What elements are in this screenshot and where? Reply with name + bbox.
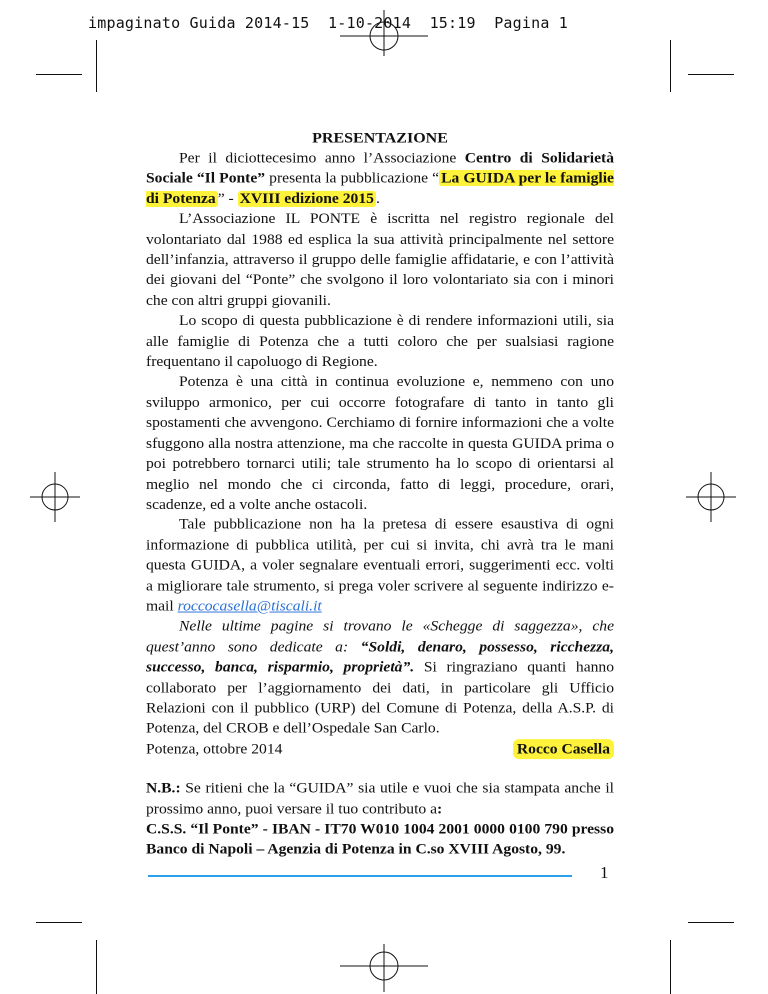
place-date: Potenza, ottobre 2014	[146, 740, 283, 757]
footer-rule	[148, 875, 572, 877]
page-number: 1	[600, 863, 609, 882]
intro-paragraph	[146, 148, 614, 209]
nb-colon: :	[437, 800, 443, 817]
slug-page: Pagina 1	[494, 14, 569, 32]
nb-paragraph	[146, 778, 614, 819]
page-body	[146, 128, 614, 860]
feedback-text: Tale pubblicazione non ha la pretesa di essere esaustiva di ogni informazione di pubblica utilità, per cui si invita, chi avrà tra le mani questa GUIDA, a voler segnalare eventuali errori, suggerimenti ecc. volti a migliorare tale strumento, si prega voler scrivere al seguente indirizzo e-mail	[146, 516, 614, 615]
association-paragraph: L’Associazione IL PONTE è iscritta nel registro regionale del volontariato dal 1988 ed esplica la sua attività principalmente nel settore dell’infanzia, attraverso il gruppo delle famiglie affidatarie, e con l’attività dei giovani del “Ponte” che svolgono il loro volontariato sia con i minori che con altri gruppi giovanili.	[146, 211, 614, 309]
crop-mark-tr-v	[670, 40, 671, 92]
purpose-paragraph: Lo scopo di questa pubblicazione è di rendere informazioni utili, sia alle famiglie di Potenza che a tutti coloro che per sualsiasi ragione frequentano il capoluogo di Regione.	[146, 312, 614, 370]
wisdom-topics: “Soldi, denaro, possesso, ricchezza, successo, banca, risparmio, proprietà”.	[146, 638, 614, 676]
email-link[interactable]: roccocasella@tiscali.it	[177, 598, 322, 615]
crop-mark-bl-v	[96, 940, 97, 994]
author-name: Rocco Casella	[513, 739, 614, 759]
intro-text-3: ” -	[217, 190, 238, 207]
wisdom-paragraph	[146, 617, 614, 739]
slug-date: 1-10-2014	[328, 14, 412, 32]
registration-mark-top-icon	[340, 6, 428, 56]
association-name: Centro di Solidarietà Sociale “Il Ponte”	[146, 149, 615, 187]
nb-label: N.B.:	[146, 780, 181, 797]
slug-file: impaginato Guida 2014-15	[88, 14, 310, 32]
guide-title-highlight: La GUIDA per le famiglie di Potenza	[146, 170, 614, 207]
crop-mark-tr-h	[688, 74, 734, 75]
crop-mark-tl-v	[96, 40, 97, 92]
edition-highlight: XVIII edizione 2015	[239, 190, 374, 207]
thanks-text: Si ringraziano quanti hanno collaborato per l’aggiornamento dei dati, in particolare gli Ufficio Relazioni con il pubblico (URP) del Comune di Potenza, della A.S.P. di Potenza, del CROB e dell’Ospedale San Carlo.	[146, 659, 615, 737]
page-title: PRESENTAZIONE	[312, 129, 448, 147]
intro-text-2: presenta la pubblicazione “	[265, 170, 440, 187]
print-slug	[88, 14, 568, 32]
bank-details: C.S.S. “Il Ponte” - IBAN - IT70 W010 1004 2001 0000 0100 790 presso Banco di Napoli – Agenzia di Potenza in C.so XVIII Agosto, 99.	[146, 820, 614, 858]
crop-mark-br-v	[670, 940, 671, 994]
feedback-paragraph	[146, 515, 614, 617]
city-paragraph: Potenza è una città in continua evoluzione e, nemmeno con uno sviluppo armonico, per cui occorre fotografare di tanto in tanto gli spostamenti che avvengono. Cerchiamo di fornire informazioni che a volte sfuggono alla nostra attenzione, ma che raccolte in questa GUIDA prima o poi potrebbero tornarci utili; tale strumento ha lo scopo di orientarsi al meglio nel mondo che ci circonda, fatto di leggi, procedure, orari, scadenze, ed a volte anche ostacoli.	[146, 374, 614, 513]
signature-row	[146, 739, 614, 759]
nb-text: Se ritieni che la “GUIDA” sia utile e vuoi che sia stampata anche il prossimo anno, puoi versare il tuo contributo a	[146, 780, 614, 817]
registration-mark-left-icon	[30, 472, 80, 522]
crop-mark-br-h	[688, 922, 734, 923]
crop-mark-bl-h	[36, 922, 82, 923]
registration-mark-bottom-icon	[340, 944, 428, 994]
intro-text-4: .	[375, 190, 380, 207]
slug-time: 15:19	[429, 14, 476, 32]
registration-mark-right-icon	[686, 472, 736, 522]
intro-text: Per il diciottecesimo anno l’Associazione	[179, 149, 465, 167]
crop-mark-tl-h	[36, 74, 82, 75]
wisdom-intro: Nelle ultime pagine si trovano le «Schegge di saggezza», che quest’anno sono dedicate a:	[146, 618, 614, 656]
